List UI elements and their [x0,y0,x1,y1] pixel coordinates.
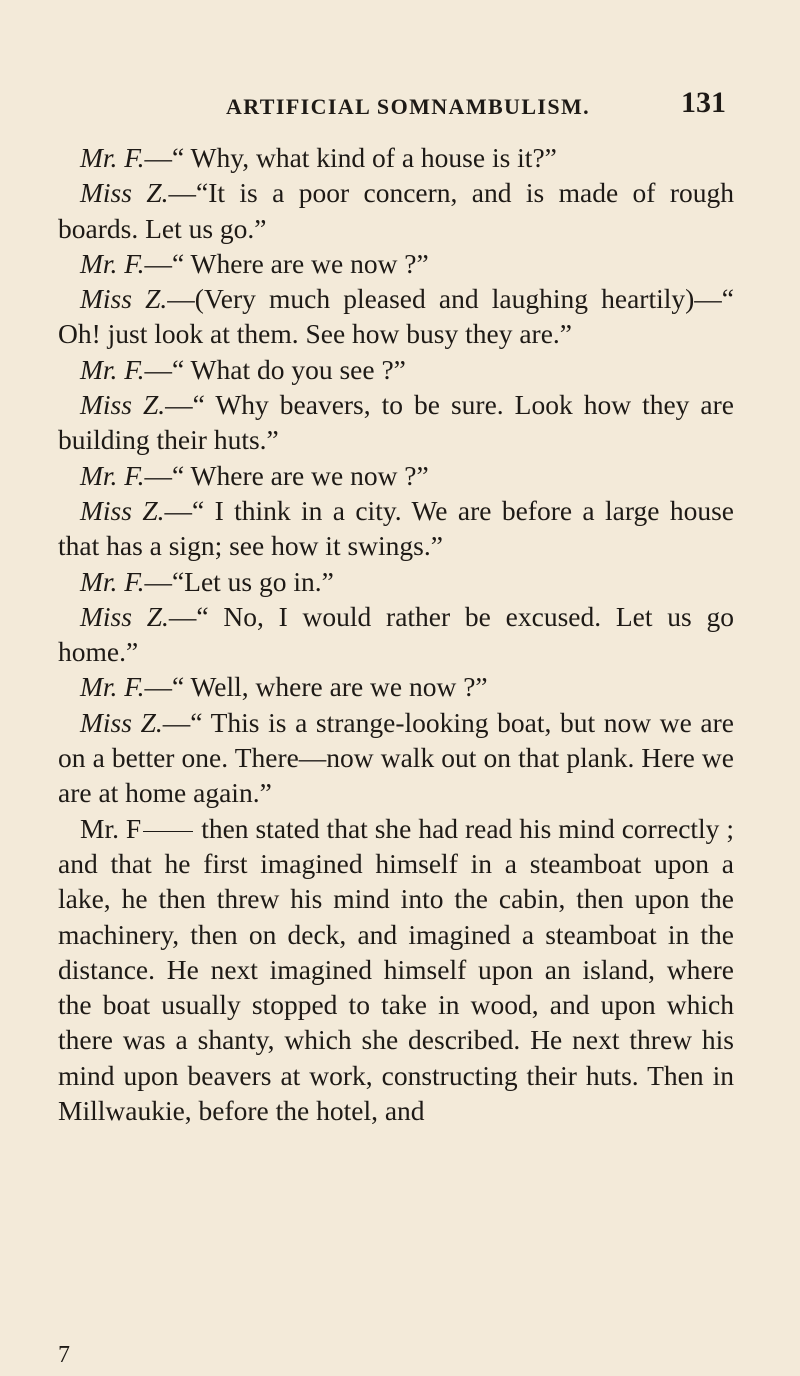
speaker-name: Mr. F. [80,247,145,279]
dialogue-line [58,669,734,704]
dialogue-text: —“ What do you see ?” [144,353,406,385]
speaker-name: Miss Z. [80,494,165,526]
dialogue-line [58,246,734,281]
speaker-name: Miss Z. [80,177,169,209]
dialogue-line [58,140,734,175]
speaker-name: Miss Z. [80,389,166,421]
body-text [58,140,734,1128]
speaker-name: Mr. F. [80,671,145,703]
speaker-name: Mr. F. [80,142,145,173]
name-omission-rule [143,831,193,832]
dialogue-line [58,564,734,599]
dialogue-text: —“ Why, what kind of a house is it?” [144,142,557,173]
page-number: 131 [681,86,726,119]
dialogue-line [58,352,734,387]
page-header [226,86,726,126]
dialogue-line [58,281,734,352]
dialogue-line [58,599,734,670]
dialogue-line [58,458,734,493]
dialogue-text: —“ Where are we now ?” [144,459,429,491]
signature-mark: 7 [58,1342,70,1368]
narrative-lead: Mr. F [80,812,142,844]
dialogue-text: —“It is a poor concern, and is made of rough boards. Let us go.” [58,177,735,244]
dialogue-line [58,387,734,458]
speaker-name: Mr. F. [80,353,145,385]
dialogue-text: —“ This is a strange-looking boat, but now we are on a better one. There—now walk out on that plank. Here we are at home again.” [58,706,734,809]
dialogue-text: —“ Where are we now ?” [144,247,429,279]
narrative-text: then stated that she had read his mind correctly ; and that he first imagined himself in a steamboat upon a lake, he then threw his mind into the cabin, then upon the machinery, then on deck, and imagined a steamboat in the distance. He next imagined himself upon an island, where the boat usually stopped to take in wood, and upon which there was a shanty, which she described. He next threw his mind upon beavers at work, constructing their huts. Then in Millwaukie, before the hotel, and [58,812,734,1127]
speaker-name: Miss Z. [80,283,168,315]
dialogue-text: —“ Why beavers, to be sure. Look how they are building their huts.” [58,389,734,456]
speaker-name: Miss Z. [80,600,169,632]
dialogue-line [58,705,734,811]
speaker-name: Mr. F. [80,459,145,491]
dialogue-text: —“ I think in a city. We are before a large house that has a sign; see how it swings.” [58,494,734,562]
dialogue-text: —“Let us go in.” [144,565,334,597]
dialogue-line [58,493,734,564]
dialogue-text: —“ Well, where are we now ?” [144,671,488,703]
speaker-name: Mr. F. [80,565,145,597]
narrative-paragraph [58,811,734,1129]
dialogue-text: —(Very much pleased and laughing heartily)—“ Oh! just look at them. See how busy they are.” [58,283,734,350]
dialogue-line [58,175,734,246]
speaker-name: Miss Z. [80,706,163,738]
dialogue-text: —“ No, I would rather be excused. Let us go home.” [58,600,734,668]
running-title: ARTIFICIAL SOMNAMBULISM. [226,94,591,119]
